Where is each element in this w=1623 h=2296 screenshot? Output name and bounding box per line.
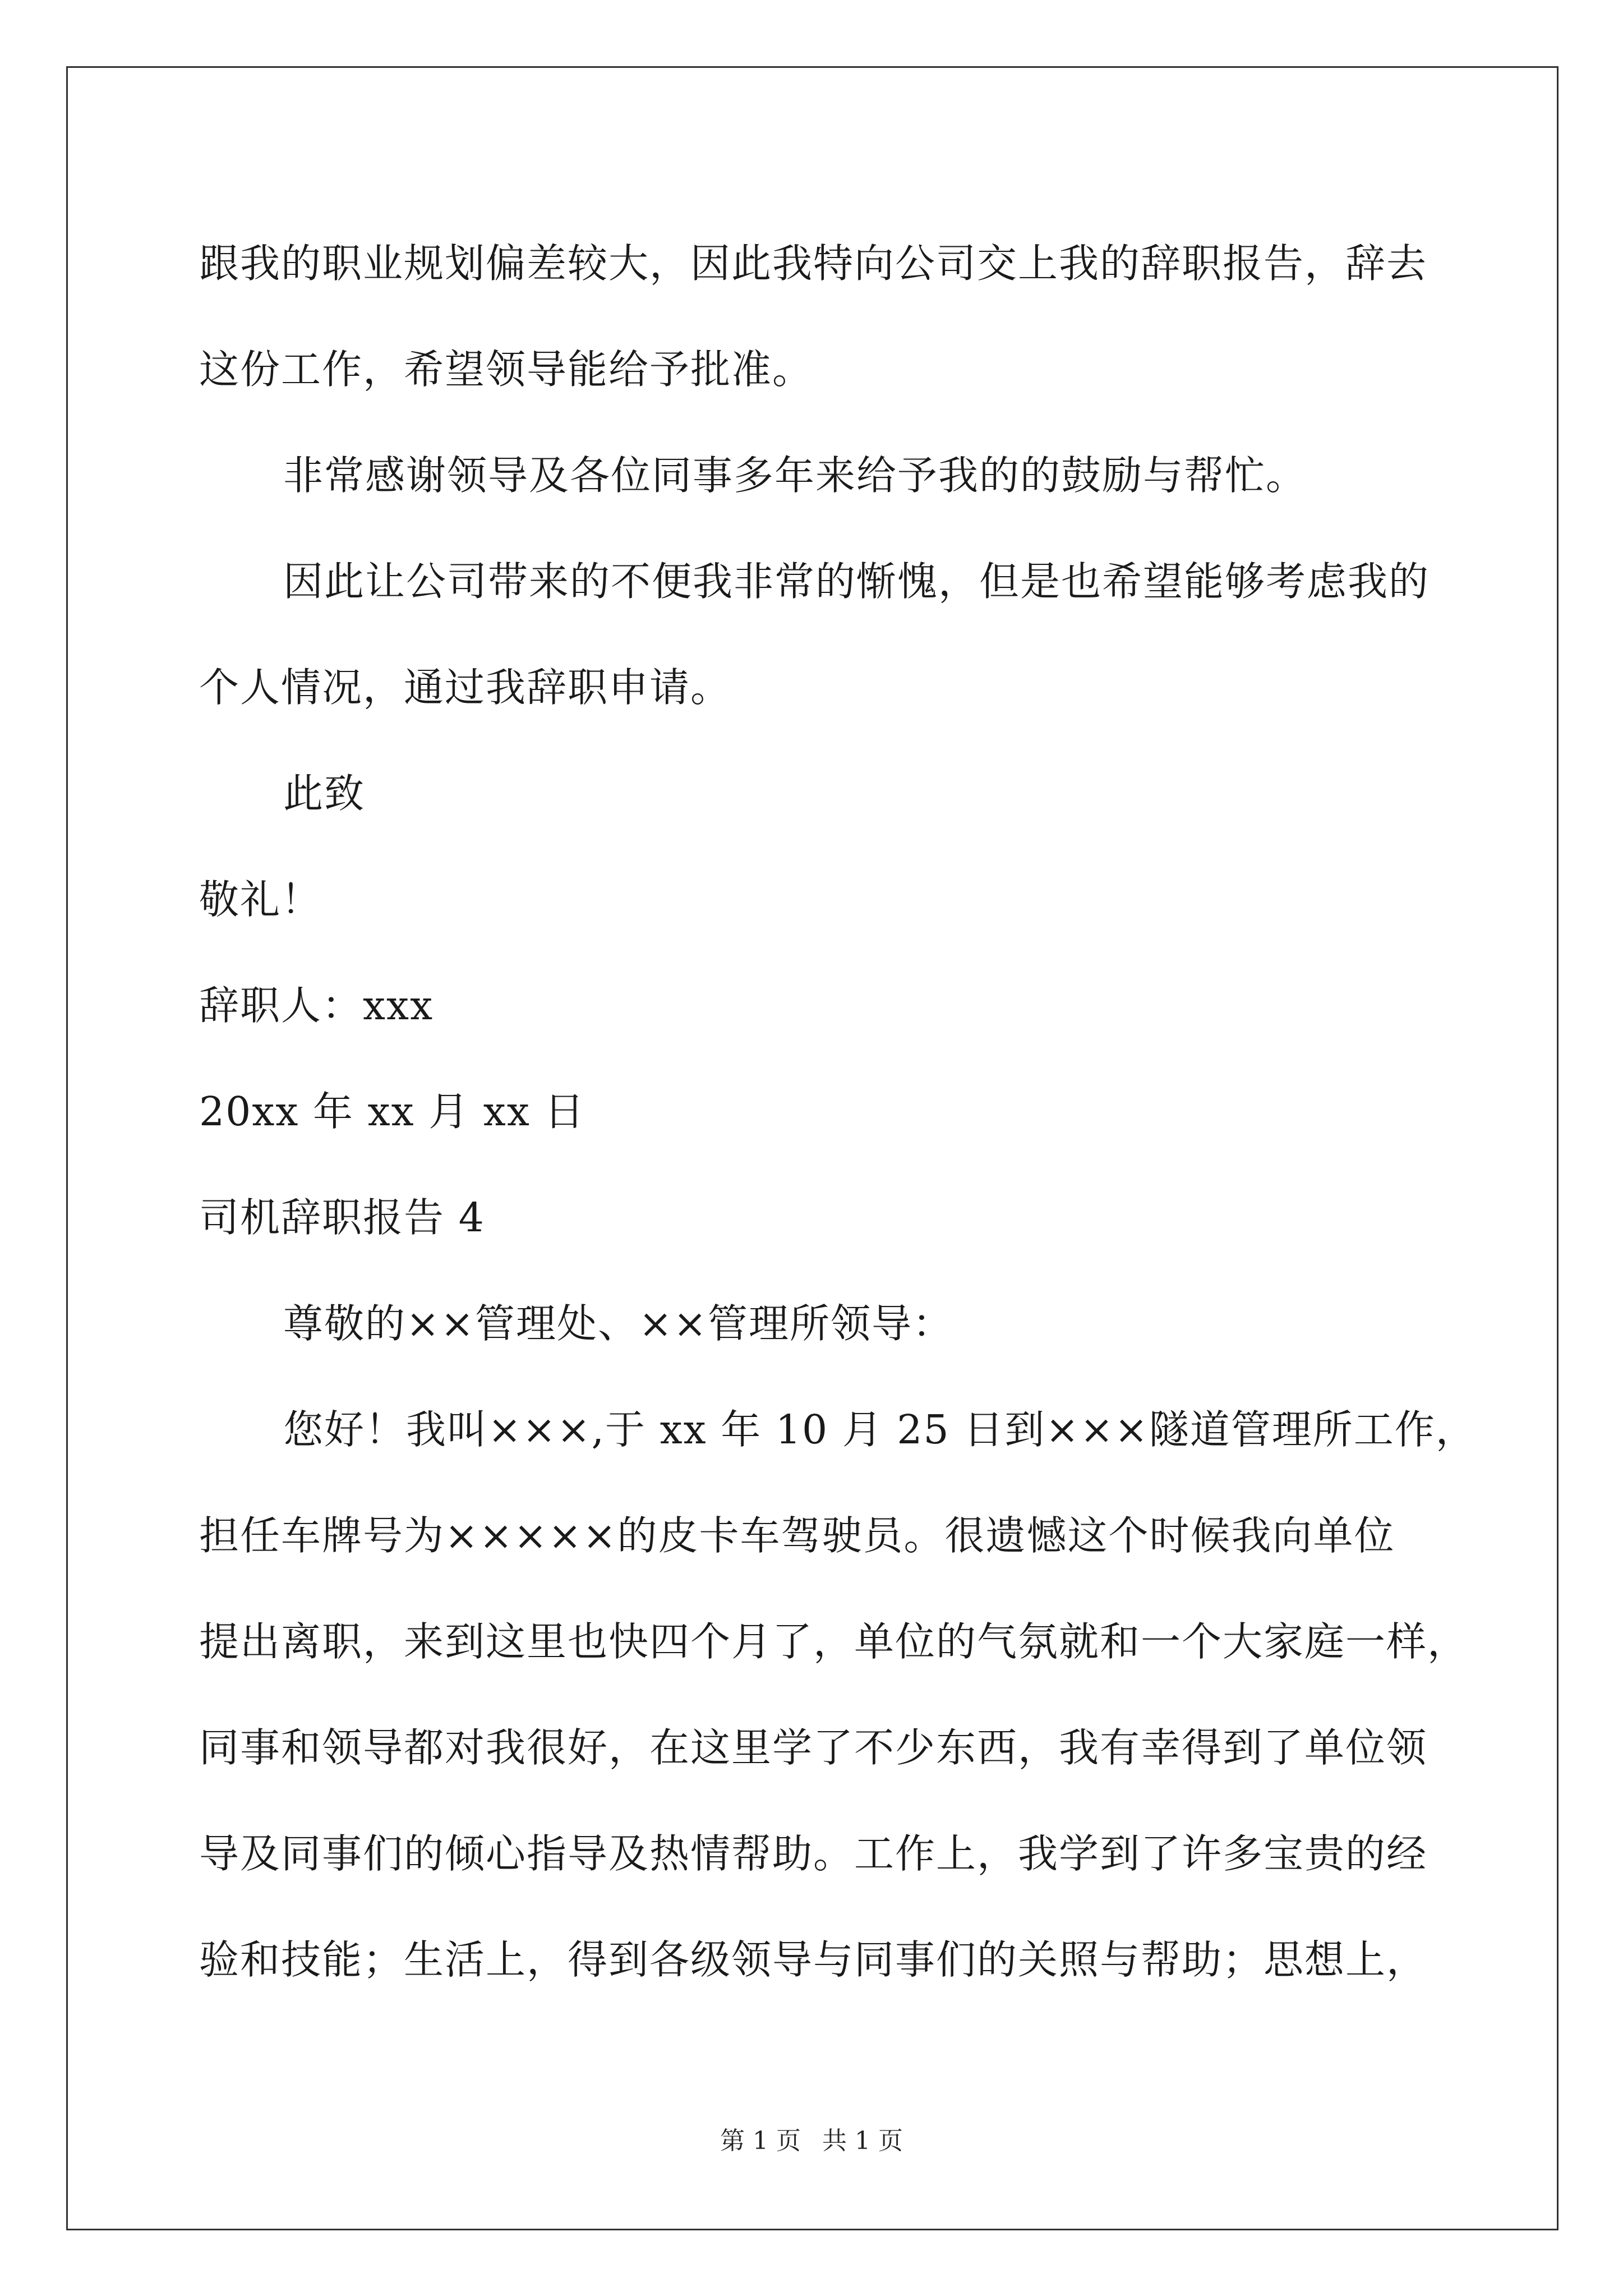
text-line: 导及同事们的倾心指导及热情帮助。工作上，我学到了许多宝贵的经 xyxy=(199,1830,1428,1877)
text-line: 个人情况，通过我辞职申请。 xyxy=(199,664,732,711)
page-total: 共 1 页 xyxy=(822,2127,903,2155)
text-line: 担任车牌号为×××××的皮卡车驾驶员。很遗憾这个时候我向单位 xyxy=(199,1512,1395,1559)
signature-date: 20xx 年 xx 月 xx 日 xyxy=(199,1088,585,1135)
text-line: 跟我的职业规划偏差较大，因此我特向公司交上我的辞职报告，辞去 xyxy=(199,240,1428,287)
page-number: 第 1 页 xyxy=(720,2127,801,2155)
text-line: 因此让公司带来的不便我非常的惭愧，但是也希望能够考虑我的 xyxy=(283,558,1430,605)
text-line: 验和技能；生活上，得到各级领导与同事们的关照与帮助；思想上， xyxy=(199,1936,1428,1983)
greeting: 尊敬的××管理处、××管理所领导： xyxy=(283,1300,953,1347)
signature-name: 辞职人：xxx xyxy=(199,982,434,1029)
page-footer xyxy=(0,2120,1623,2156)
text-line: 提出离职，来到这里也快四个月了，单位的气氛就和一个大家庭一样， xyxy=(199,1618,1469,1665)
text-line: 您好！我叫×××,于 xx 年 10 月 25 日到×××隧道管理所工作， xyxy=(283,1406,1477,1453)
document-body xyxy=(199,210,1477,2013)
text-line: 非常感谢领导及各位同事多年来给予我的的鼓励与帮忙。 xyxy=(283,452,1307,499)
section-title: 司机辞职报告 4 xyxy=(199,1194,485,1241)
closing-salutation: 此致 xyxy=(283,770,366,817)
closing-regards: 敬礼！ xyxy=(199,876,322,923)
text-line: 这份工作，希望领导能给予批准。 xyxy=(199,346,814,393)
text-line: 同事和领导都对我很好，在这里学了不少东西，我有幸得到了单位领 xyxy=(199,1724,1428,1771)
